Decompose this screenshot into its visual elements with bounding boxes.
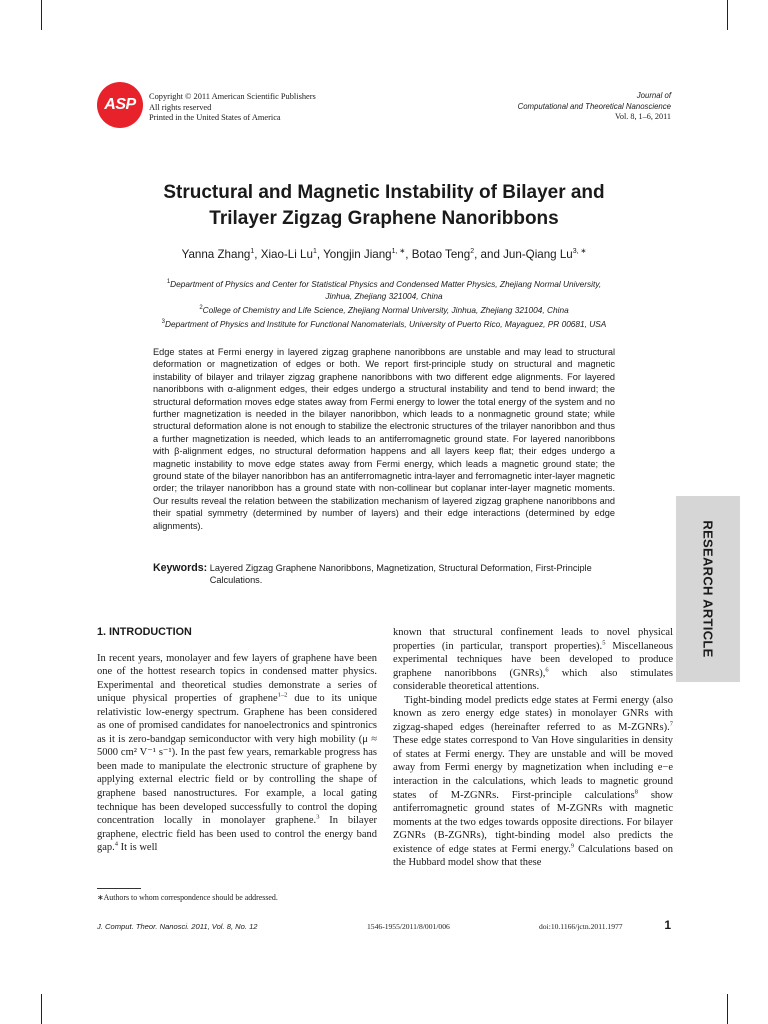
body-paragraph: known that structural confinement leads to novel physical properties (in particular, transport properties).$^5$ Miscellaneous experimental techniques have been developed to produce graphene nanoribbons (GNRs),$^6$ which also stimulates considerable theoretical attentions. [393, 627, 674, 693]
author-name: Yongjin Jiang [323, 247, 392, 261]
author-affiliation-mark: 3, ∗ [572, 248, 587, 255]
abstract: Edge states at Fermi energy in layered zigzag graphene nanoribbons are unstable and may lead to structural deformation or magnetization of edges or both. We report first-principle study on structural and magnetic instability of bilayer and trilayer zigzag graphene nanoribbons with two different edge alignments. For layered nanoribbons with α-alignment edges, their edges undergo a structural instability and tend to bend inward; the structural deformation moves edge states away from Fermi energy to lower the total energy of the system and no further magnetization is needed in the bilayer nanoribbon, which leads to a nonmagnetic ground state; while structural deformation alone is not enough to stabilize the electronic structures of the trilayer nanoribbon and thus a further magnetization is needed, which leads to an antiferromagnetic ground state. For layered nanoribbons with β-alignment edges, no structural deformation happens and all layers keep flat; their edges undergo a magnetic instability to move edge states away from Fermi energy, which leads a magnetic ground state; the ground state of the bilayer nanoribbon has an antiferromagnetic intra-layer and ferromagnetic inter-layer magnetic order; the trilayer nanoribbon has a ground state with non-collinear but coplanar inter-layer magnetic moments. Our results reveal the relation between the stabilization mechanism of layered zigzag graphene nanoribbons and their spatial symmetry (determined by number of layers) and their edge interactions (determined by edge alignments). [153, 347, 615, 531]
copyright-line: All rights reserved [149, 102, 212, 112]
body-paragraph: In recent years, monolayer and few layers of graphene have been one of the hottest research topics in condensed matter physics. Experimental and theoretical studies demonstrate a series of unique physical properties of graphene$^{1-2}$ due to its unique relativistic low-energy spectrum. Graphene has been considered as one of promised candidates for nanoelectronics and spintronics as it is zero-bandgap semiconductor with very high mobility (μ ≈ 5000 cm² V⁻¹ s⁻¹). In the past few years, remarkable progress has been made to manipulate the electronic structure of graphene by applying external electric field or by controlling the shape of graphene based nanostructures. For example, a local gating technique has been developed successfully to control the doping concentration locally in monolayer graphene.$^3$ In bilayer graphene, electric field has been used to control the energy band gap.$^4$ It is well [97, 652, 378, 854]
citation-mark: 3 [316, 813, 320, 821]
journal-header [518, 91, 671, 123]
author-affiliation-mark: 1 [312, 248, 317, 255]
copyright-line: Copyright © 2011 American Scientific Publishers [149, 92, 316, 101]
citation-mark: 5 [602, 639, 606, 647]
publisher-logo: ASP [97, 82, 143, 128]
affiliation: $^1$Department of Physics and Center for Statistical Physics and Condensed Matter Physics, Zhejiang Normal University, [166, 278, 602, 289]
page-number: 1 [664, 918, 671, 932]
body-paragraph: Tight-binding model predicts edge states at Fermi energy (also known as zero energy edge states) in monolayer GNRs with zigzag-shaped edges (hereinafter referred to as M-ZGNRs).$^7$ These edge states correspond to Van Hove singularities in density of states at Fermi energy. They are unstable and will be moved away from Fermi energy by magnetization when including e−e interaction in the calculations, which leads to magnetic ground states of M-ZGNRs. First-principle calculations$^8$ show antiferromagnetic ground states of M-ZGNRs with magnetic moments at the two edges towards opposite directions. For bilayer ZGNRs (B-ZGNRs), tight-binding model also predicts the existence of edge states at Fermi energy.$^9$ Calculations based on the Hubbard model show that these [393, 694, 674, 869]
volume-info: Vol. 8, 1–6, 2011 [615, 112, 671, 121]
journal-name: Computational and Theoretical Nanoscience [517, 101, 671, 111]
title-line: Trilayer Zigzag Graphene Nanoribbons [209, 208, 559, 229]
issn: 1546-1955/2011/8/001/006 [367, 922, 450, 931]
author-name: Xiao-Li Lu [260, 247, 313, 261]
citation-mark: 1–2 [277, 691, 288, 699]
citation-mark: 8 [634, 788, 638, 796]
section-heading: 1. INTRODUCTION [97, 626, 192, 638]
author-affiliation-mark: 1, ∗ [391, 248, 406, 255]
left-column [97, 626, 377, 855]
right-column [393, 626, 673, 870]
journal-line: Journal of [636, 91, 671, 100]
research-article-label: RESEARCH ARTICLE [700, 520, 716, 658]
crop-mark [41, 994, 42, 1024]
citation-mark: 7 [669, 720, 673, 728]
keywords-label: Keywords: [153, 562, 208, 574]
keywords-value: Layered Zigzag Graphene Nanoribbons, Magnetization, Structural Deformation, First-Principle Calculations. [209, 563, 592, 586]
footnote: ∗Authors to whom correspondence should be addressed. [97, 893, 278, 902]
author-name: Yanna Zhang [181, 247, 251, 261]
author-name: Botao Teng [411, 247, 471, 261]
keywords [153, 562, 615, 587]
affiliation: $^3$Department of Physics and Institute for Functional Nanomaterials, University of Puerto Rico, Mayaguez, PR 00681, USA [161, 318, 607, 329]
research-article-tab [676, 496, 740, 682]
footnote-rule [97, 888, 141, 889]
doi: doi:10.1166/jctn.2011.1977 [539, 922, 623, 931]
citation: J. Comput. Theor. Nanosci. 2011, Vol. 8, No. 12 [97, 922, 258, 931]
author-list: Yanna Zhang$^1$, Xiao-Li Lu$^1$, Yongjin Jiang$^{1, ∗}$, Botao Teng$^2$, and Jun-Qiang $Lu^{3, ∗}$ [181, 247, 587, 261]
affiliation-list [98, 276, 670, 329]
citation-mark: 4 [114, 840, 119, 848]
citation-mark: 9 [570, 842, 575, 850]
paper-title [90, 180, 678, 232]
crop-mark [41, 0, 42, 30]
crop-mark [727, 0, 728, 30]
citation-mark: 6 [545, 666, 549, 674]
affiliation: $^2$College of Chemistry and Life Science, Zhejiang Normal University, Jinhua, Zhejiang 321004, China [199, 304, 569, 315]
affiliation: Jinhua, Zhejiang 321004, China [325, 290, 443, 301]
crop-mark [727, 994, 728, 1024]
copyright-notice [149, 92, 316, 124]
author-affiliation-mark: 2 [470, 248, 475, 255]
author-affiliation-mark: 1 [250, 248, 255, 255]
title-line: Structural and Magnetic Instability of Bilayer and [163, 182, 605, 203]
author-name: Jun-Qiang Lu [503, 247, 573, 261]
copyright-line: Printed in the United States of America [149, 113, 281, 122]
page-footer [97, 920, 671, 934]
